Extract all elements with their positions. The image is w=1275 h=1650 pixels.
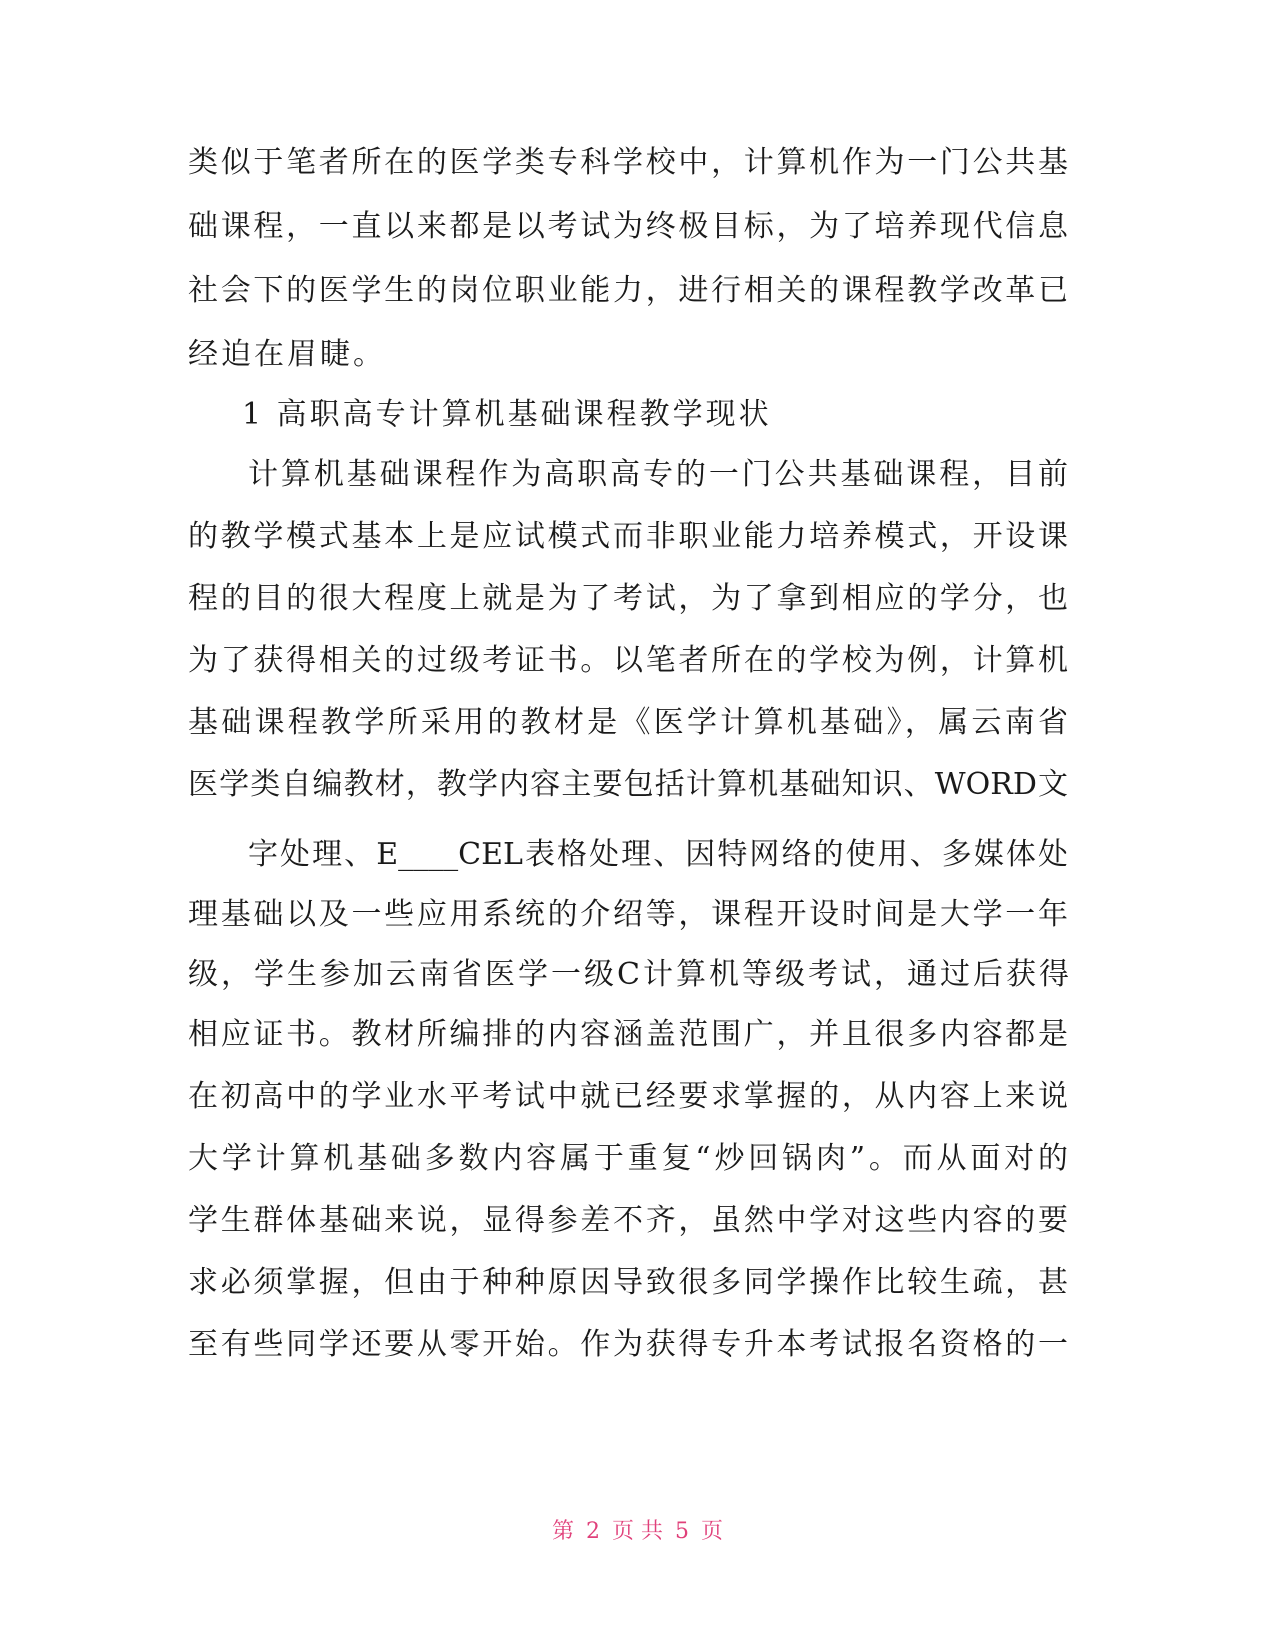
text-line: 计算机基础课程作为高职高专的一门公共基础课程，目前	[248, 457, 1068, 492]
text-line: 基础课程教学所采用的教材是《医学计算机基础》，属云南省	[188, 705, 1068, 740]
text-line: 级，学生参加云南省医学一级C计算机等级考试，通过后获得	[188, 957, 1072, 992]
text-line: 程的目的很大程度上就是为了考试，为了拿到相应的学分，也	[188, 581, 1068, 616]
text-line: 大学计算机基础多数内容属于重复“炒回锅肉”。而从面对的	[188, 1141, 1068, 1176]
text-line: 社会下的医学生的岗位职业能力，进行相关的课程教学改革已	[188, 273, 1068, 308]
text-line: 至有些同学还要从零开始。作为获得专升本考试报名资格的一	[188, 1327, 1068, 1362]
text-line: 理基础以及一些应用系统的介绍等，课程开设时间是大学一年	[188, 897, 1068, 932]
page-footer	[0, 1517, 1275, 1547]
text-line: 为了获得相关的过级考证书。以笔者所在的学校为例，计算机	[188, 643, 1068, 678]
total-pages-number: 5	[675, 1519, 689, 1544]
text-line: 学生群体基础来说，显得参差不齐，虽然中学对这些内容的要	[188, 1203, 1068, 1238]
text-line: 相应证书。教材所编排的内容涵盖范围广，并且很多内容都是	[188, 1017, 1068, 1052]
text-line: 础课程，一直以来都是以考试为终极目标，为了培养现代信息	[188, 209, 1068, 244]
text-line: 求必须掌握，但由于种种原因导致很多同学操作比较生疏，甚	[188, 1265, 1068, 1300]
footer-prefix: 第	[551, 1519, 574, 1544]
text-line: 类似于笔者所在的医学类专科学校中，计算机作为一门公共基	[188, 145, 1068, 180]
text-line: 的教学模式基本上是应试模式而非职业能力培养模式，开设课	[188, 519, 1068, 554]
footer-middle: 页 共	[612, 1519, 663, 1544]
text-line: 医学类自编教材，教学内容主要包括计算机基础知识、WORD文	[188, 767, 1068, 802]
text-line: 经迫在眉睫。	[188, 337, 386, 372]
footer-suffix: 页	[701, 1519, 724, 1544]
current-page-number: 2	[586, 1519, 600, 1544]
text-line: 在初高中的学业水平考试中就已经要求掌握的，从内容上来说	[188, 1079, 1068, 1114]
text-line: 字处理、E____CEL表格处理、因特网络的使用、多媒体处	[248, 837, 1068, 872]
section-heading: 1 高职高专计算机基础课程教学现状	[242, 397, 772, 432]
